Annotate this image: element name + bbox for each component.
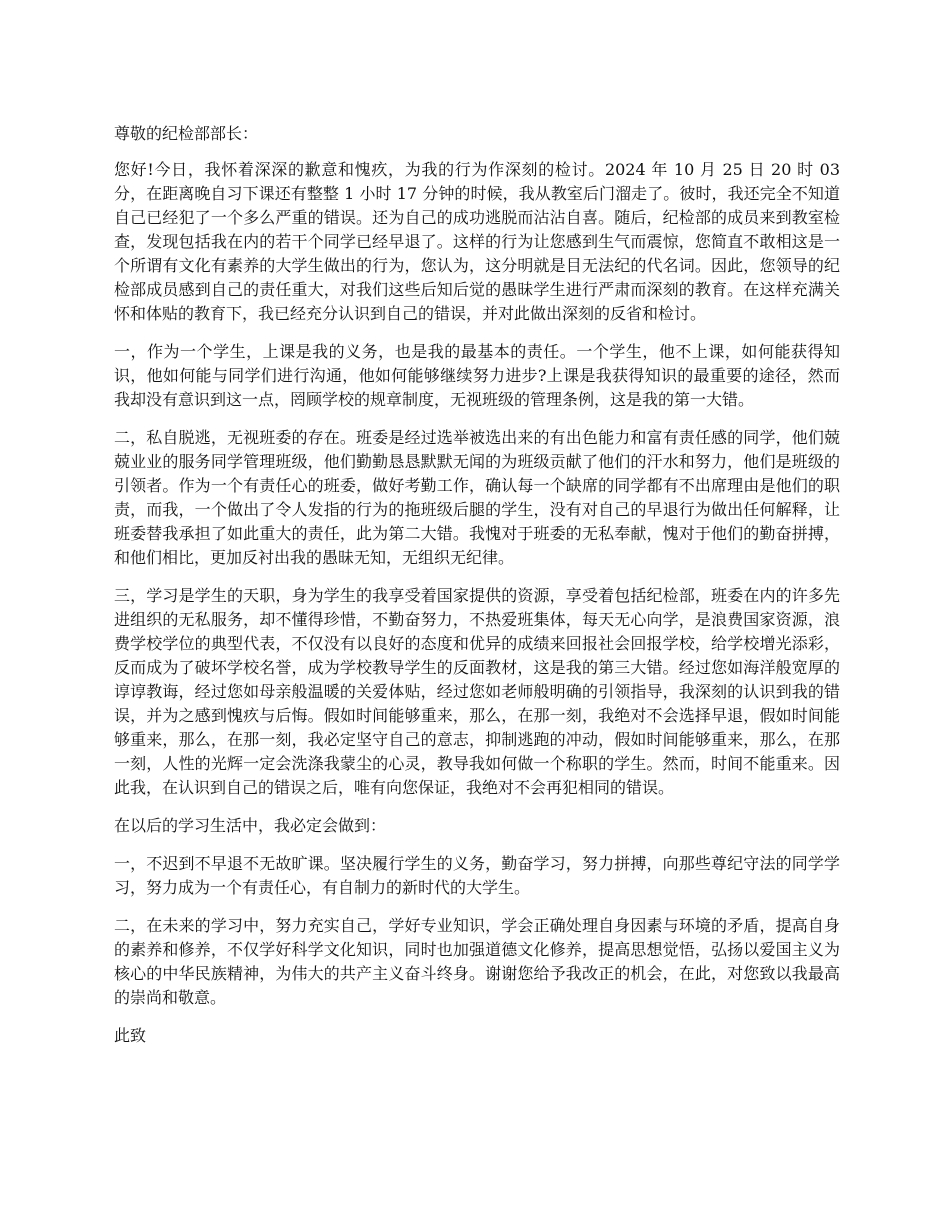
paragraph-first-error: 一，作为一个学生，上课是我的义务，也是我的最基本的责任。一个学生，他不上课，如何能获得知识，他如何能与同学们进行沟通，他如何能够继续努力进步?上课是我获得知识的最重要的途径，然而我却没有意识到这一点，罔顾学校的规章制度，无视班级的管理条例，这是我的第一大错。 — [114, 342, 840, 409]
paragraph-commitment-two: 二，在未来的学习中，努力充实自己，学好专业知识，学会正确处理自身因素与环境的矛盾，提高自身的素养和修养，不仅学好科学文化知识，同时也加强道德文化修养，提高思想觉悟，弘扬以爱国主义为核心的中华民族精神，为伟大的共产主义奋斗终身。谢谢您给予我改正的机会，在此，对您致以我最高的崇尚和敬意。 — [114, 916, 840, 1007]
paragraph-intro: 您好!今日，我怀着深深的歉意和愧疚，为我的行为作深刻的检讨。2024 年 10 月 25 日 20 时 03 分，在距离晚自习下课还有整整 1 小时 17 分钟的时候，我从教室后门溜走了。彼时，我还完全不知道自己已经犯了一个多么严重的错误。还为自己的成功逃脱而沾沾自喜。随后，纪检部的成员来到教室检查，发现包括我在内的若干个同学已经早退了。这样的行为让您感到生气而震惊，您简直不敢相这是一个所谓有文化有素养的大学生做出的行为，您认为，这分明就是目无法纪的代名词。因此，您领导的纪检部成员感到自己的责任重大，对我们这些后知后觉的愚昧学生进行严肃而深刻的教育。在这样充满关怀和体贴的教育下，我已经充分认识到自己的错误，并对此做出深刻的反省和检讨。 — [114, 160, 840, 323]
paragraph-commitment-intro: 在以后的学习生活中，我必定会做到： — [114, 816, 387, 835]
paragraph-second-error: 二，私自脱逃，无视班委的存在。班委是经过选举被选出来的有出色能力和富有责任感的同学，他们兢兢业业的服务同学管理班级，他们勤勤恳恳默默无闻的为班级贡献了他们的汗水和努力，他们是班级的引领者。作为一个有责任心的班委，做好考勤工作，确认每一个缺席的同学都有不出席理由是他们的职责，而我，一个做出了令人发指的行为的拖班级后腿的学生，没有对自己的早退行为做出任何解释，让班委替我承担了如此重大的责任，此为第二大错。我愧对于班委的无私奉献，愧对于他们的勤奋拼搏，和他们相比，更加反衬出我的愚昧无知，无组织无纪律。 — [114, 428, 840, 567]
paragraph-third-error: 三，学习是学生的天职，身为学生的我享受着国家提供的资源，享受着包括纪检部，班委在内的许多先进组织的无私服务，却不懂得珍惜，不勤奋努力，不热爱班集体，每天无心向学，是浪费国家资源，浪费学校学位的典型代表，不仅没有以良好的态度和优异的成绩来回报社会回报学校，给学校增光添彩，反而成为了破坏学校名誉，成为学校教导学生的反面教材，这是我的第三大错。经过您如海洋般宽厚的谆谆教诲，经过您如母亲般温暖的关爱体贴，经过您如老师般明确的引领指导，我深刻的认识到我的错误，并为之感到愧疚与后悔。假如时间能够重来，那么，在那一刻，我绝对不会选择早退，假如时间能够重来，那么，在那一刻，我必定坚守自己的意志，抑制逃跑的冲动，假如时间能够重来，那么，在那一刻，人性的光辉一定会洗涤我蒙尘的心灵，教导我如何做一个称职的学生。然而，时间不能重来。因此我，在认识到自己的错误之后，唯有向您保证，我绝对不会再犯相同的错误。 — [114, 586, 840, 797]
closing-phrase: 此致 — [114, 1026, 147, 1045]
paragraph-commitment-one: 一，不迟到不早退不无故旷课。坚决履行学生的义务，勤奋学习，努力拼搏，向那些尊纪守法的同学学习，努力成为一个有责任心，有自制力的新时代的大学生。 — [114, 854, 840, 897]
letter-body — [114, 122, 840, 1062]
salutation: 尊敬的纪检部部长： — [114, 124, 259, 143]
